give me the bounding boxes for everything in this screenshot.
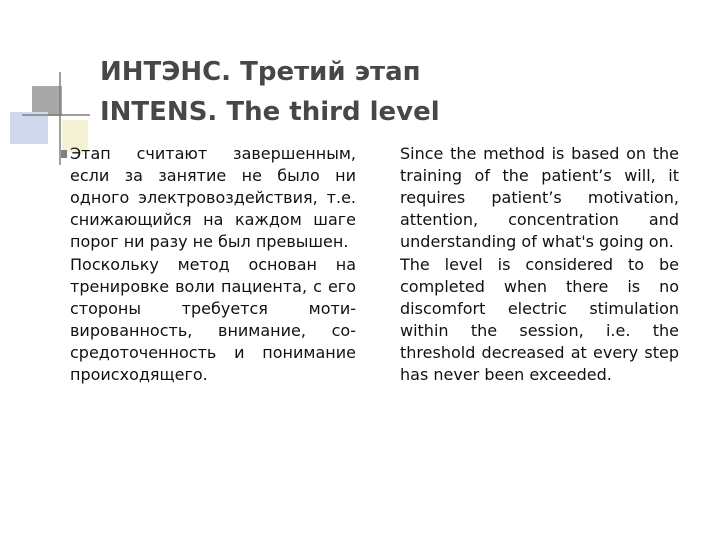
title-russian: ИНТЭНС. Третий этап [100,57,421,87]
right-paragraph-2: The level is considered to be completed when there is no discomfort electric stimulation within the session, i.e. the threshold decreased at every step has never been exceeded. [400,255,679,384]
bullet-marker [61,150,67,158]
left-paragraph-2: Поскольку метод основан на тренировке воли пациента, с его стороны требуется мотивированность, внимание, сосредоточенность и понимание происходящего. [70,255,356,384]
right-column-english [400,143,679,387]
slide-title [100,52,700,132]
right-paragraph-1: Since the method is based on the training of the patient’s will, it requires patient’s motivation, attention, concentration and understanding of what's going on. [400,144,679,251]
title-english: INTENS. The third level [100,97,440,127]
left-paragraph-1: Этап считают завершенным, если за занятие не было ни одного электровоздействия, т.е. снижающийся на каждом шаге порог ни разу не был превышен. [70,144,356,251]
gray-square [32,86,62,116]
left-column-russian [70,143,356,387]
blue-square [10,112,48,144]
